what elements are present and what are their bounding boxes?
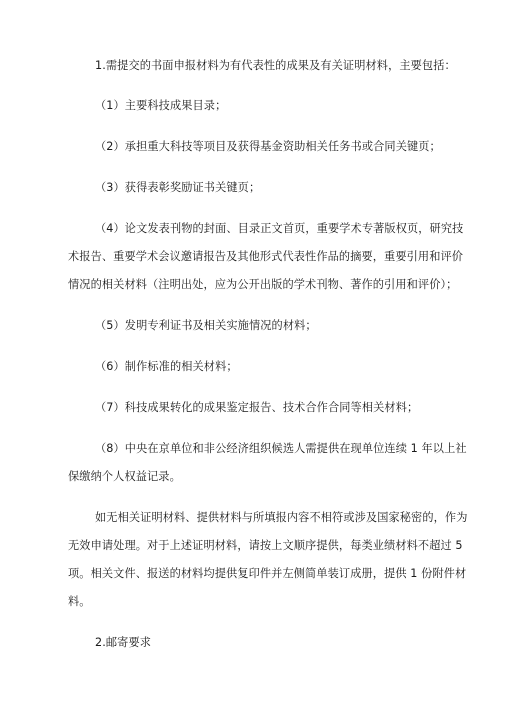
list-item-4-line-3: 情况的相关材料（注明出处，应为公开出版的学术刊物、著作的引用和评价）； (68, 278, 458, 291)
list-item-1: （1）主要科技成果目录； (95, 99, 227, 112)
list-item-3: （3）获得表彰奖励证书关键页； (95, 181, 261, 194)
note-line-1: 如无相关证明材料、提供材料与所填报内容不相符或涉及国家秘密的，作为 (95, 511, 468, 524)
note-line-3: 项。相关文件、报送的材料均提供复印件并左侧简单装订成册，提供 1 份附件材 (68, 567, 467, 580)
list-item-4-line-2: 术报告、重要学术会议邀请报告及其他形式代表性作品的摘要，重要引用和评价 (68, 250, 464, 263)
list-item-5: （5）发明专利证书及相关实施情况的材料； (95, 319, 317, 332)
section-heading-mailing: 2.邮寄要求 (95, 636, 152, 649)
list-item-8-line-1: （8）中央在京单位和非公经济组织候选人需提供在现单位连续 1 年以上社 (95, 442, 467, 455)
list-item-6: （6）制作标准的相关材料； (95, 360, 238, 373)
list-item-4-line-1: （4）论文发表刊物的封面、目录正文首页，重要学术专著版权页，研究技 (95, 222, 464, 235)
section-heading-materials: 1.需提交的书面申报材料为有代表性的成果及有关证明材料，主要包括： (95, 59, 456, 72)
list-item-2: （2）承担重大科技等项目及获得基金资助相关任务书或合同关键页； (95, 140, 441, 153)
list-item-8-line-2: 保缴纳个人权益记录。 (68, 470, 181, 483)
note-line-2: 无效申请处理。对于上述证明材料，请按上文顺序提供，每类业绩材料不超过 5 (68, 539, 463, 552)
note-line-4: 料。 (68, 595, 91, 608)
list-item-7: （7）科技成果转化的成果鉴定报告、技术合作合同等相关材料； (95, 401, 419, 414)
